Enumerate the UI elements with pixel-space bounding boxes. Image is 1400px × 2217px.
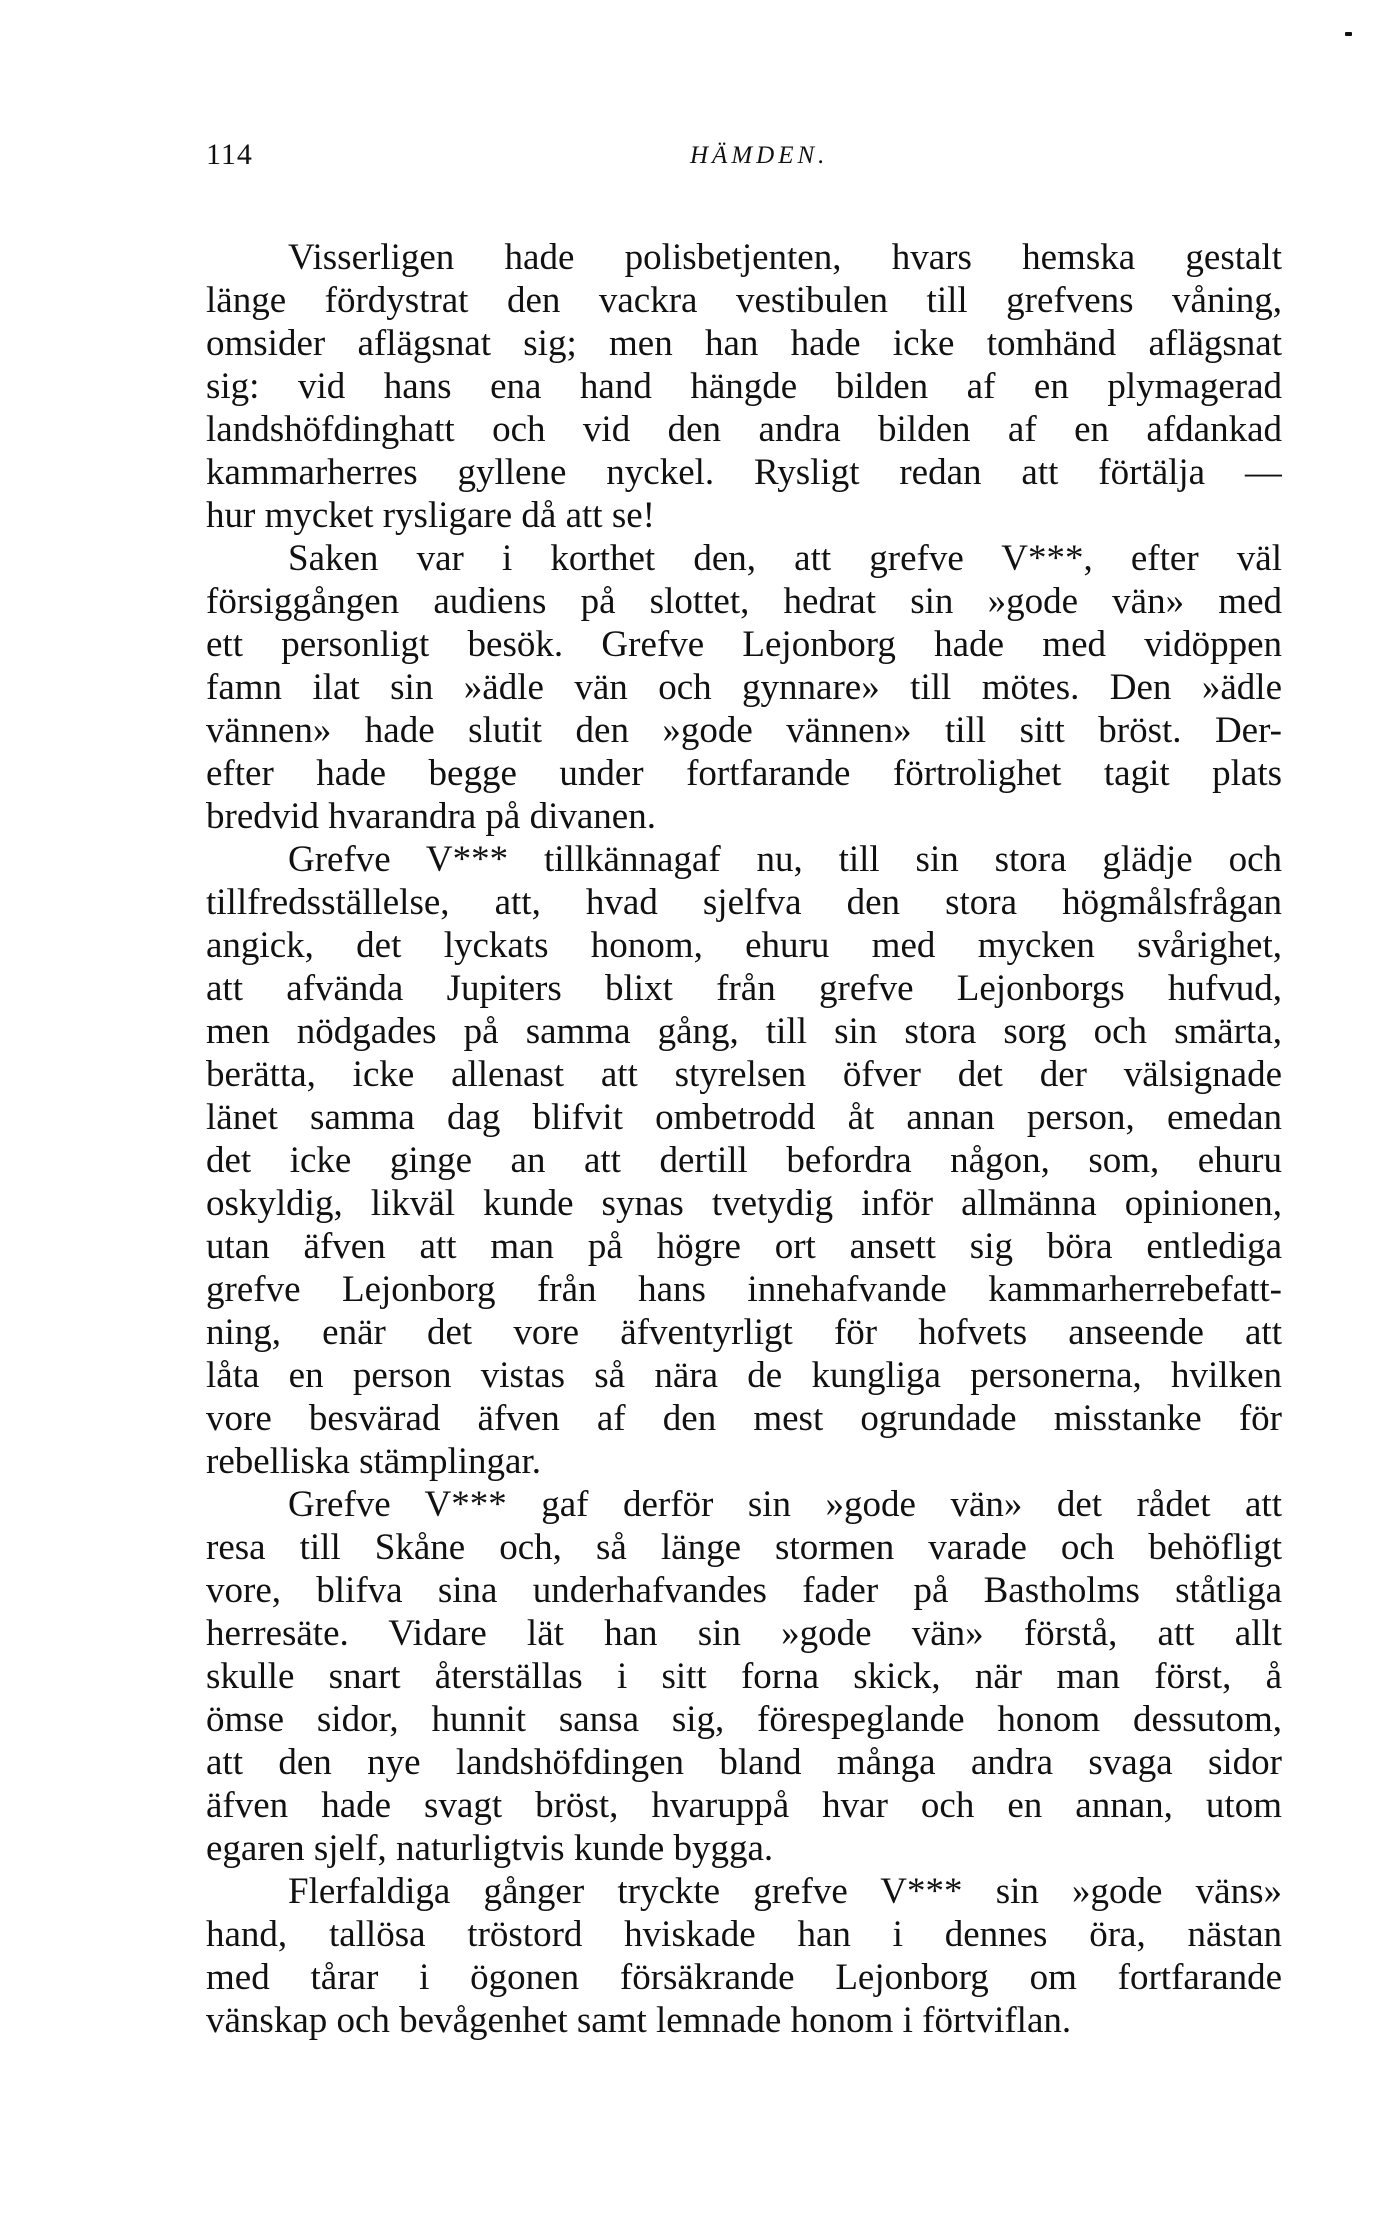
text-line: det icke ginge an att dertill befordra någon, som, ehuru [206,1140,1282,1181]
text-line: bredvid hvarandra på divanen. [206,796,656,837]
text-line: efter hade begge under fortfarande förtrolighet tagit plats [206,753,1282,794]
page-number: 114 [206,138,253,171]
text-line: låta en person vistas så nära de kungliga personerna, hvilken [206,1355,1282,1396]
text-line: omsider aflägsnat sig; men han hade icke tomhänd aflägsnat [206,323,1282,364]
text-line: ömse sidor, hunnit sansa sig, förespeglande honom dessutom, [206,1699,1282,1740]
text-line: länet samma dag blifvit ombetrodd åt annan person, emedan [206,1097,1282,1138]
text-line: herresäte. Vidare lät han sin »gode vän» förstå, att allt [206,1613,1282,1654]
text-line: ett personligt besök. Grefve Lejonborg hade med vidöppen [206,624,1282,665]
text-line: att afvända Jupiters blixt från grefve Lejonborgs hufvud, [206,968,1282,1009]
text-line: med tårar i ögonen försäkrande Lejonborg om fortfarande [206,1957,1282,1998]
text-line: äfven hade svagt bröst, hvaruppå hvar och en annan, utom [206,1785,1282,1826]
text-line: Flerfaldiga gånger tryckte grefve V*** sin »gode väns» [288,1871,1282,1912]
text-line: rebelliska stämplingar. [206,1441,541,1482]
text-line: Visserligen hade polisbetjenten, hvars hemska gestalt [288,237,1282,278]
page-header [206,138,1282,182]
text-line: Saken var i korthet den, att grefve V***, efter väl [288,538,1282,579]
text-line: tillfredsställelse, att, hvad sjelfva den stora högmålsfrågan [206,882,1282,923]
text-line: oskyldig, likväl kunde synas tvetydig inför allmänna opinionen, [206,1183,1282,1224]
text-line: vore besvärad äfven af den mest ogrundade misstanke för [206,1398,1282,1439]
text-line: hur mycket rysligare då att se! [206,495,655,536]
text-line: försiggången audiens på slottet, hedrat sin »gode vän» med [206,581,1282,622]
text-line: att den nye landshöfdingen bland många andra svaga sidor [206,1742,1282,1783]
text-line: famn ilat sin »ädle vän och gynnare» till mötes. Den »ädle [206,667,1282,708]
text-line: men nödgades på samma gång, till sin stora sorg och smärta, [206,1011,1282,1052]
text-line: hand, tallösa tröstord hviskade han i dennes öra, nästan [206,1914,1282,1955]
text-line: kammarherres gyllene nyckel. Rysligt redan att förtälja — [206,452,1282,493]
text-line: länge fördystrat den vackra vestibulen till grefvens våning, [206,280,1282,321]
print-mark [1345,32,1352,36]
body-text [206,236,1282,2042]
text-line: ning, enär det vore äfventyrligt för hofvets anseende att [206,1312,1282,1353]
text-line: vänskap och bevågenhet samt lemnade honom i förtviflan. [206,2000,1072,2041]
text-line: resa till Skåne och, så länge stormen varade och behöfligt [206,1527,1282,1568]
text-line: Grefve V*** gaf derför sin »gode vän» det rådet att [288,1484,1282,1525]
text-line: grefve Lejonborg från hans innehafvande kammarherrebefatt- [206,1269,1282,1310]
running-title: HÄMDEN. [690,142,829,169]
text-line: vore, blifva sina underhafvandes fader på Bastholms ståtliga [206,1570,1282,1611]
text-line: utan äfven att man på högre ort ansett sig böra entlediga [206,1226,1282,1267]
text-line: sig: vid hans ena hand hängde bilden af en plymagerad [206,366,1282,407]
text-line: egaren sjelf, naturligtvis kunde bygga. [206,1828,774,1869]
text-line: Grefve V*** tillkännagaf nu, till sin stora glädje och [288,839,1282,880]
text-line: berätta, icke allenast att styrelsen öfver det der välsignade [206,1054,1282,1095]
text-line: vännen» hade slutit den »gode vännen» till sitt bröst. Der- [206,710,1282,751]
text-line: angick, det lyckats honom, ehuru med mycken svårighet, [206,925,1282,966]
text-line: skulle snart återställas i sitt forna skick, när man först, å [206,1656,1282,1697]
text-line: landshöfdinghatt och vid den andra bilden af en afdankad [206,409,1282,450]
